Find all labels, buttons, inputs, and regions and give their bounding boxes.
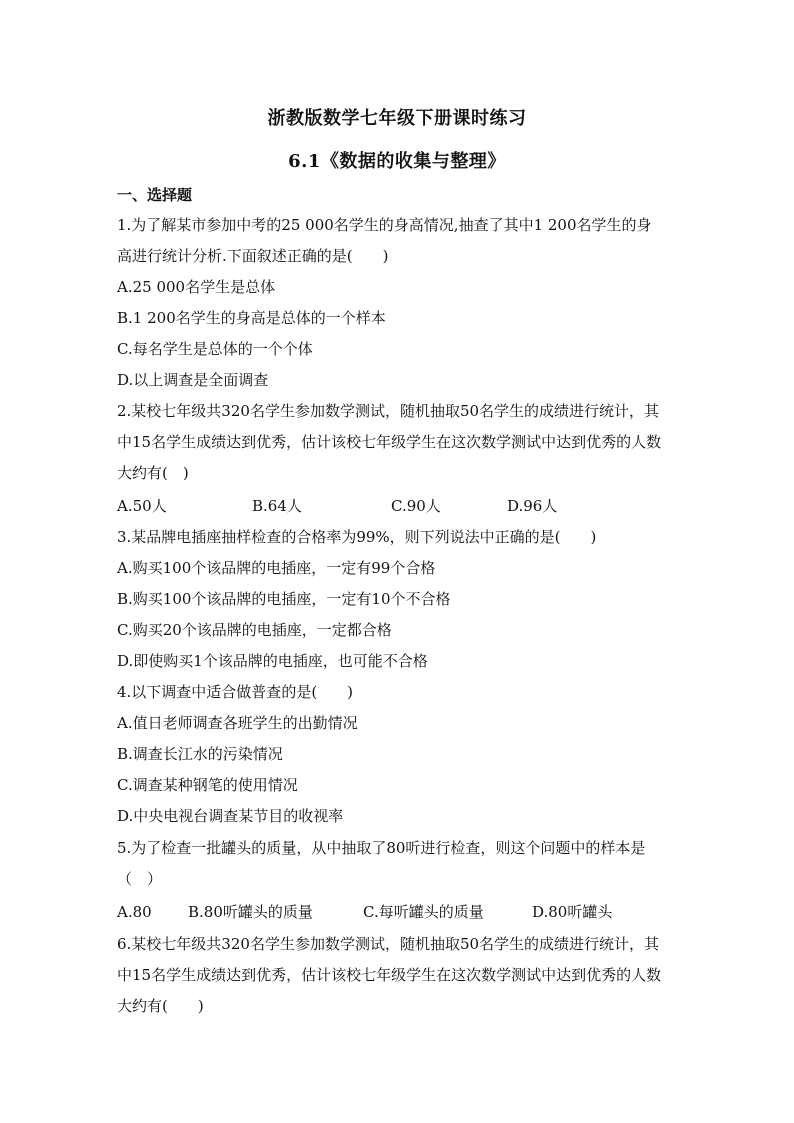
q5-option-c: C.每听罐头的质量 <box>363 903 484 921</box>
q1-option-d: D.以上调查是全面调查 <box>117 371 269 389</box>
q4-option-d: D.中央电视台调查某节目的收视率 <box>117 807 344 825</box>
q1-option-a: A.25 000名学生是总体 <box>117 278 276 296</box>
q3-option-c: C.购买20个该品牌的电插座，一定都合格 <box>117 621 392 639</box>
q2-stem-line1: 2.某校七年级共320名学生参加数学测试，随机抽取50名学生的成绩进行统计，其 <box>117 402 660 420</box>
q3-stem: 3.某品牌电插座抽样检查的合格率为99%，则下列说法中正确的是( ) <box>117 528 597 546</box>
q3-option-b: B.购买100个该品牌的电插座，一定有10个不合格 <box>117 590 451 608</box>
q6-stem-line2: 中15名学生成绩达到优秀，估计该校七年级学生在这次数学测试中达到优秀的人数 <box>117 966 662 984</box>
q3-option-d: D.即使购买1个该品牌的电插座，也可能不合格 <box>117 652 428 670</box>
q5-option-b: B.80听罐头的质量 <box>188 903 313 921</box>
q1-option-c: C.每名学生是总体的一个个体 <box>117 340 313 358</box>
document-title: 浙教版数学七年级下册课时练习 <box>267 108 527 129</box>
q4-option-a: A.值日老师调查各班学生的出勤情况 <box>117 714 358 732</box>
q4-option-c: C.调查某种钢笔的使用情况 <box>117 776 298 794</box>
section-heading: 一、选择题 <box>117 186 193 204</box>
q1-stem-line1: 1.为了解某市参加中考的25 000名学生的身高情况,抽查了其中1 200名学生的身 <box>117 216 652 234</box>
q5-stem-line1: 5.为了检查一批罐头的质量，从中抽取了80听进行检查，则这个问题中的样本是 <box>117 839 646 857</box>
q3-option-a: A.购买100个该品牌的电插座，一定有99个合格 <box>117 559 436 577</box>
q2-stem-line2: 中15名学生成绩达到优秀，估计该校七年级学生在这次数学测试中达到优秀的人数 <box>117 433 662 451</box>
q2-option-d: D.96人 <box>507 497 558 515</box>
q1-option-b: B.1 200名学生的身高是总体的一个样本 <box>117 309 386 327</box>
q5-option-a: A.80 <box>117 903 152 921</box>
q2-option-b: B.64人 <box>252 497 302 515</box>
q5-option-d: D.80听罐头 <box>532 903 613 921</box>
q2-option-c: C.90人 <box>391 497 441 515</box>
q6-stem-line1: 6.某校七年级共320名学生参加数学测试，随机抽取50名学生的成绩进行统计，其 <box>117 935 660 953</box>
q4-stem: 4.以下调查中适合做普查的是( ) <box>117 683 354 701</box>
q5-stem-line2: （ ） <box>117 870 163 888</box>
q6-stem-line3: 大约有( ) <box>117 997 204 1015</box>
document-subtitle: 6.1《数据的收集与整理》 <box>288 151 506 172</box>
q1-stem-line2: 高进行统计分析.下面叙述正确的是( ) <box>117 247 389 265</box>
q2-option-a: A.50人 <box>117 497 167 515</box>
q4-option-b: B.调查长江水的污染情况 <box>117 745 283 763</box>
q2-stem-line3: 大约有( ) <box>117 464 189 482</box>
